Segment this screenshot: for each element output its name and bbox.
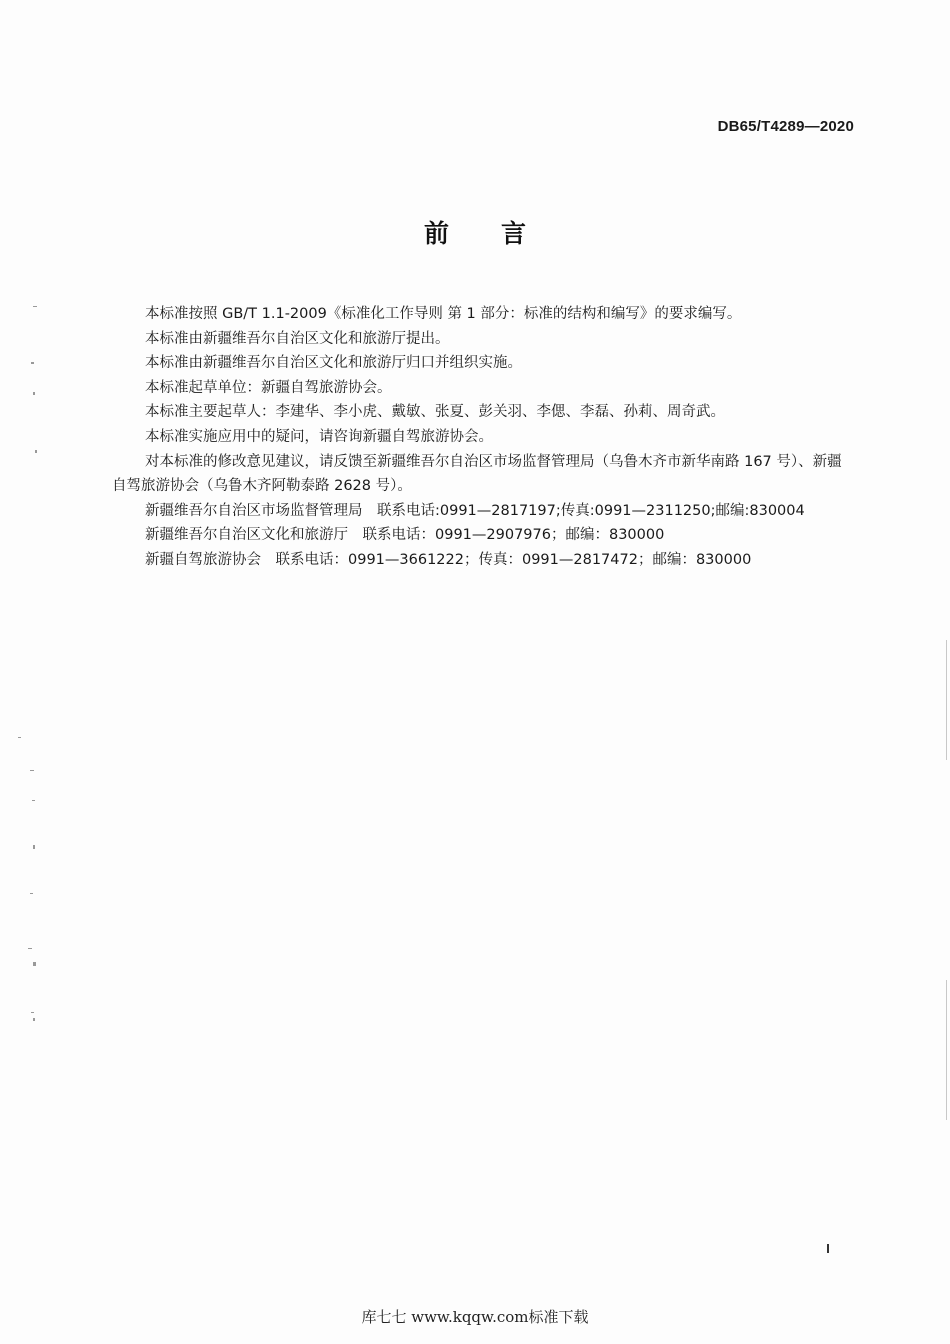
footer-watermark: 库七七 www.kqqw.com标准下载: [361, 1308, 589, 1326]
scan-speck: [32, 800, 35, 801]
scan-speck: [18, 737, 21, 738]
scan-speck: [31, 1012, 34, 1013]
contact-market-bureau: 新疆维吾尔自治区市场监督管理局 联系电话:0991—2817197;传真:0991—2311250;邮编:830004: [145, 502, 805, 519]
document-code: DB65/T4289—2020: [717, 118, 854, 135]
paragraph-administrator: 本标准由新疆维吾尔自治区文化和旅游厅归口并组织实施。: [145, 355, 522, 372]
paragraph-feedback: 对本标准的修改意见建议，请反馈至新疆维吾尔自治区市场监督管理局（乌鲁木齐市新华南路 167 号）、新疆自驾旅游协会（乌鲁木齐阿勒泰路 2628 号）。: [112, 453, 842, 495]
contact-culture-tourism-dept: 新疆维吾尔自治区文化和旅游厅 联系电话：0991—2907976；邮编：830000: [145, 527, 665, 544]
scan-speck: [30, 893, 33, 894]
scan-edge-line: [946, 980, 947, 1120]
scan-speck: [33, 392, 35, 395]
scan-speck: [33, 962, 36, 966]
paragraph-proposer: 本标准由新疆维吾尔自治区文化和旅游厅提出。: [145, 330, 450, 347]
scan-speck: [35, 450, 37, 453]
foreword-body: [112, 302, 854, 573]
scan-speck: [33, 306, 37, 307]
scan-speck: [33, 1018, 35, 1021]
contact-self-drive-association: 新疆自驾旅游协会 联系电话：0991—3661222；传真：0991—2817472；邮编：830000: [145, 551, 752, 568]
paragraph-drafting-unit: 本标准起草单位：新疆自驾旅游协会。: [145, 379, 392, 396]
scan-speck: [827, 1244, 829, 1253]
scan-speck: [31, 362, 34, 364]
scan-speck: [30, 770, 34, 771]
scan-edge-line: [946, 640, 947, 760]
paragraph-inquiries: 本标准实施应用中的疑问，请咨询新疆自驾旅游协会。: [145, 428, 493, 445]
paragraph-drafting-rules: 本标准按照 GB/T 1.1-2009《标准化工作导则 第 1 部分：标准的结构和编写》的要求编写。: [145, 306, 742, 322]
scan-speck: [33, 845, 35, 849]
paragraph-drafters: 本标准主要起草人：李建华、李小虎、戴敏、张夏、彭关羽、李偲、李磊、孙莉、周奇武。: [145, 404, 725, 421]
page-title: 前言: [423, 219, 578, 248]
scan-speck: [28, 948, 32, 949]
